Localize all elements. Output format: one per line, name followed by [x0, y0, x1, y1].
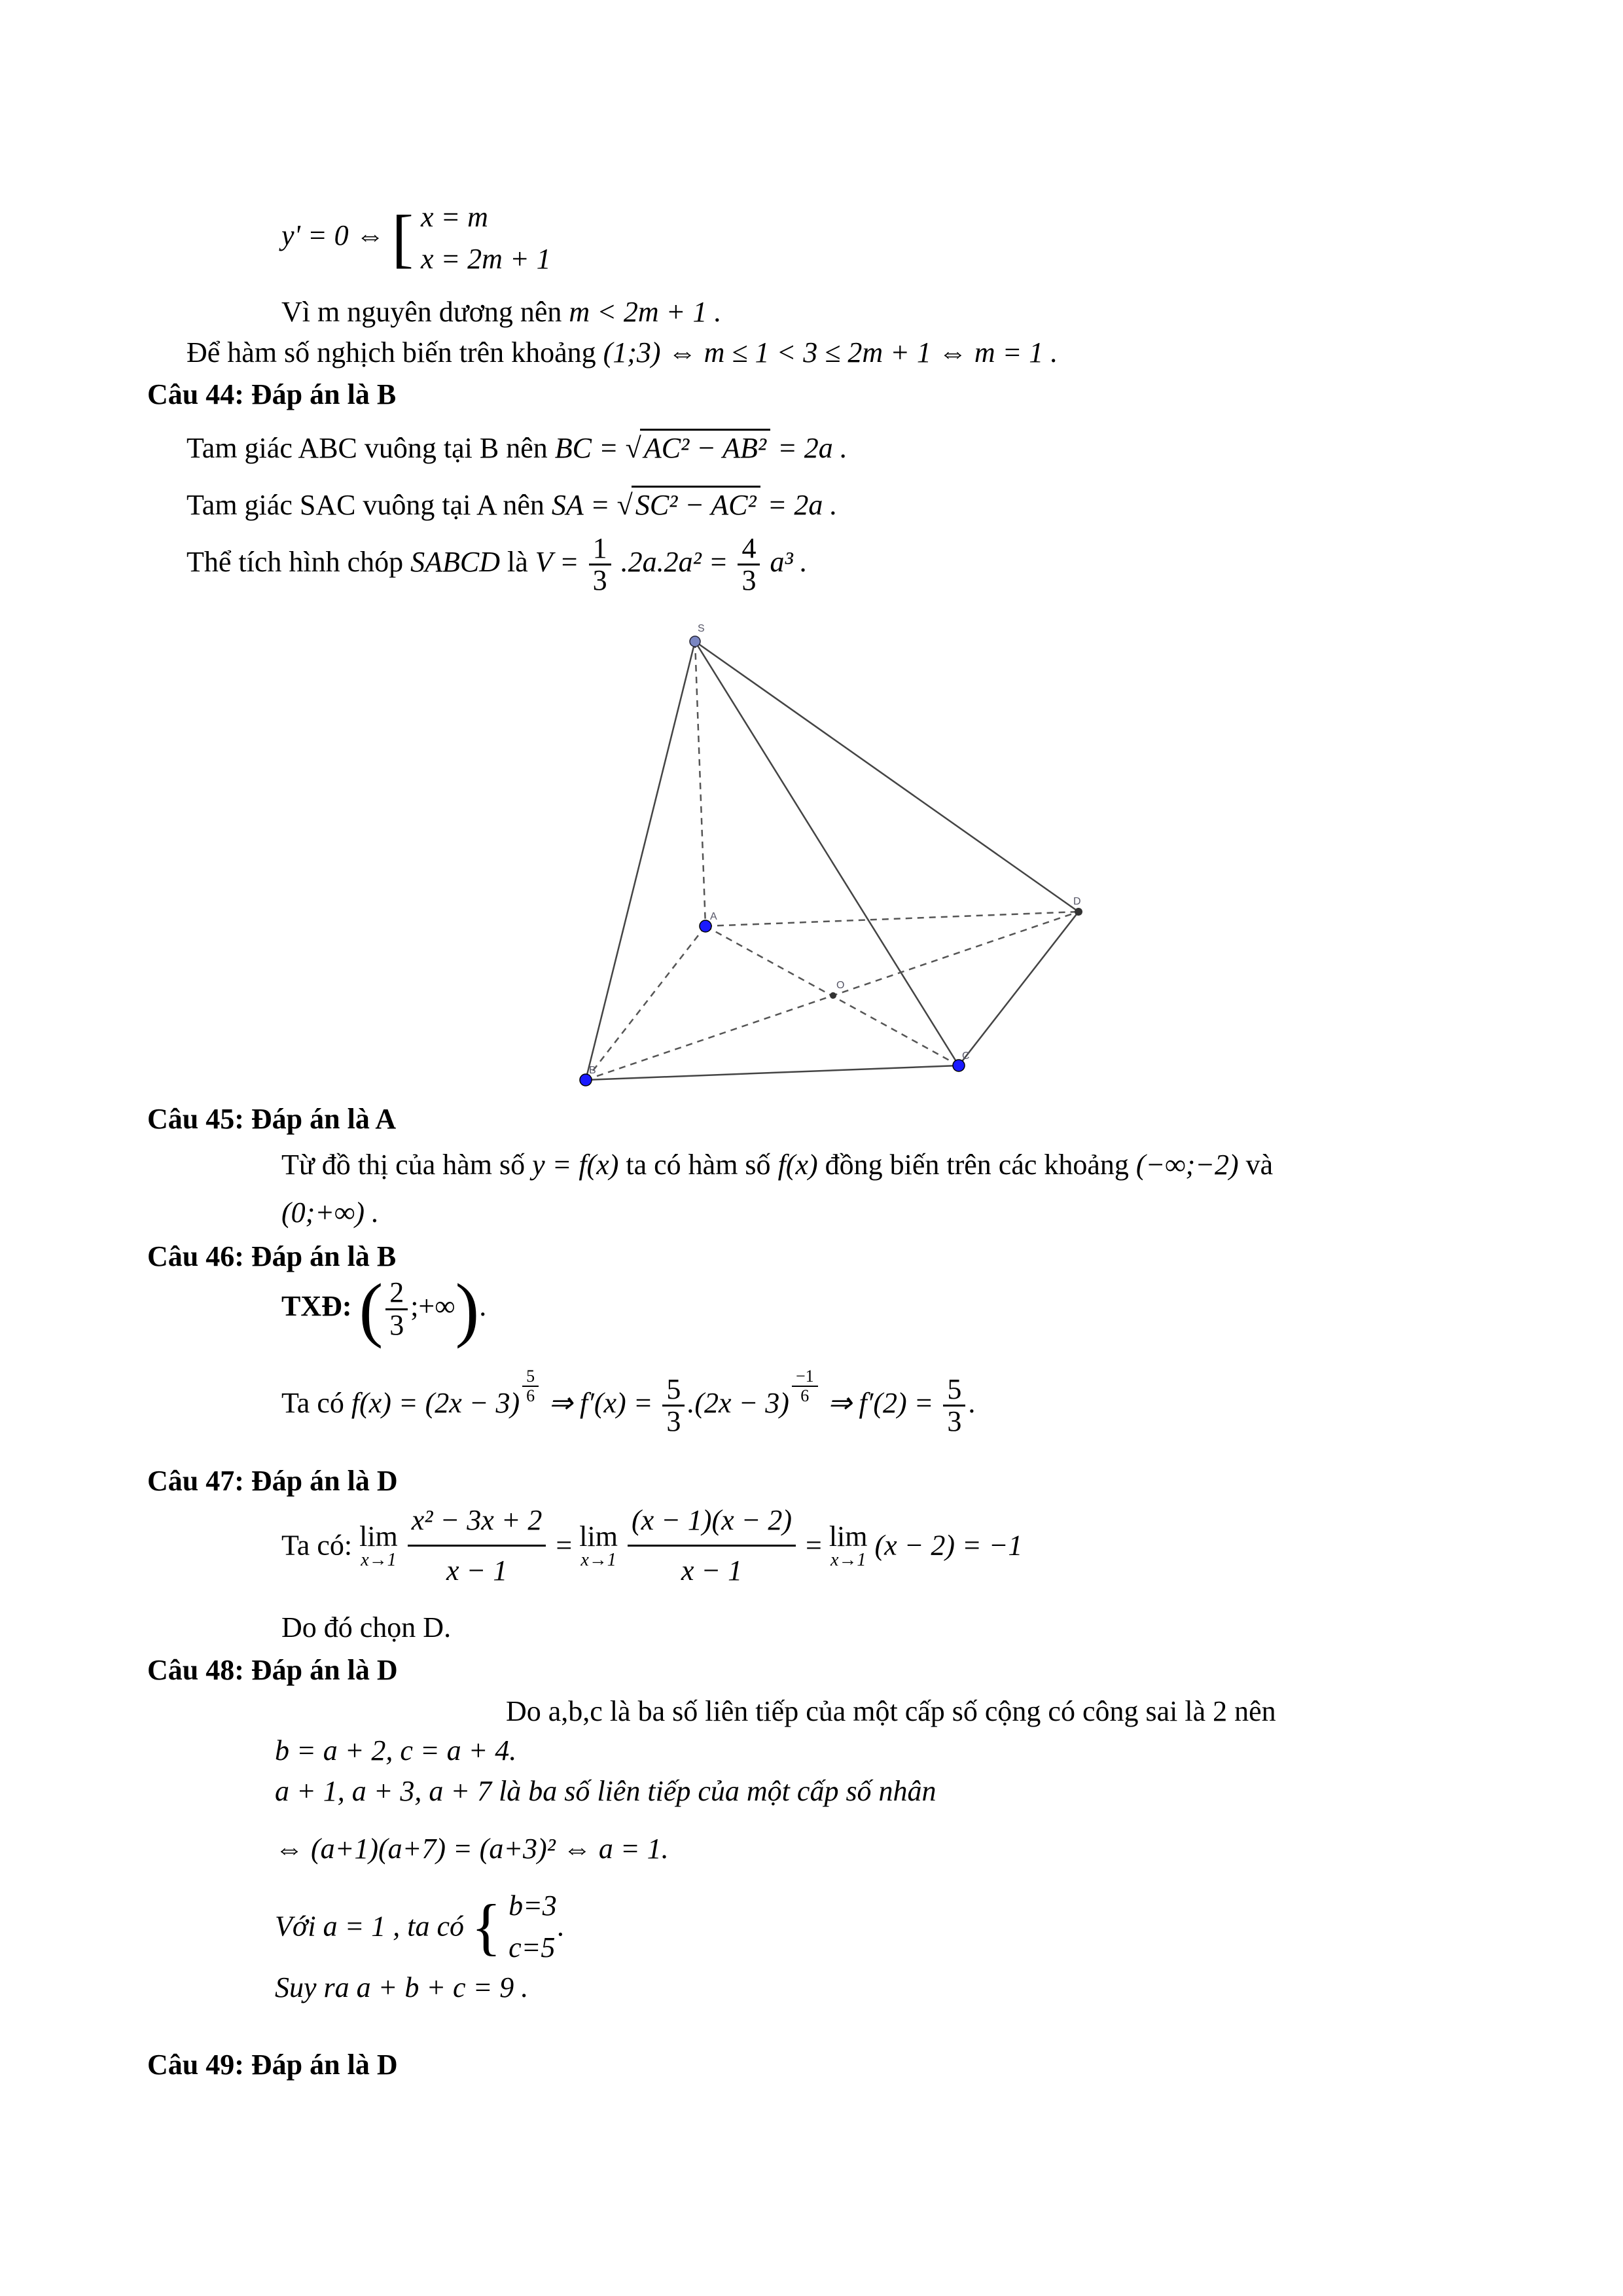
- q47-limit: Ta có: lim x→1 $\frac{\text{x² − 3x + 2}}{x - 1}$ = lim x→1 $\frac{(x - 1)(x - 2)}{x - 1}$ = lim x→1 (x − 2) = −1: [281, 1504, 1023, 1587]
- q44-line2-lhs: SA =: [551, 489, 610, 521]
- q44-line2-rhs: = 2a .: [767, 489, 838, 521]
- q48-heading: Câu 48: Đáp án là D: [147, 1654, 398, 1686]
- q45-line1: Từ đồ thị của hàm số y = f(x) ta có hàm số f(x) đồng biến trên các khoảng (−∞;−2) và: [281, 1149, 1274, 1181]
- edge-SB: [586, 641, 695, 1080]
- label-D: D: [1073, 896, 1081, 907]
- exp-neg1-6: $\frac{-1}{6}$: [792, 1367, 818, 1405]
- root-2: x = 2m + 1: [420, 242, 551, 275]
- edge-SC: [695, 641, 959, 1066]
- q44-line2-text: Tam giác SAC vuông tại A nên: [187, 489, 544, 521]
- q44-line1-radicand: AC² − AB²: [640, 429, 770, 465]
- edge-AD: [705, 912, 1079, 926]
- txd-label: TXĐ:: [281, 1290, 352, 1323]
- coef-5-3: $\frac{5}{3}$: [662, 1374, 685, 1437]
- q44-la: là: [507, 545, 528, 578]
- q44-line1: Tam giác ABC vuông tại B nên BC = √AC² − AB² = 2a .: [187, 429, 847, 465]
- result-5-3: $\frac{5}{3}$: [943, 1374, 965, 1437]
- q48-line4: ⇔ (a+1)(a+7) = (a+3)² ⇔ a = 1.: [275, 1833, 669, 1865]
- derivative-condition: y' = 0 ⇔: [281, 219, 385, 251]
- q44-line2: Tam giác SAC vuông tại A nên SA = √SC² − AC² = 2a .: [187, 486, 837, 522]
- label-A: A: [710, 911, 717, 922]
- edge-CD: [959, 912, 1079, 1066]
- label-C: C: [962, 1050, 970, 1062]
- q47-conclusion: Do đó chọn D.: [281, 1611, 452, 1643]
- q48-line3: a + 1, a + 3, a + 7 là ba số liên tiếp của một cấp số nhân: [275, 1775, 936, 1807]
- q44-vol-end: a³ .: [770, 545, 808, 578]
- bracket: [: [391, 201, 414, 274]
- edge-SA: [695, 641, 705, 926]
- q46-domain: TXĐ: ( $\frac{2}{3}$ ;+∞).: [281, 1269, 487, 1349]
- edge-SD: [695, 641, 1079, 912]
- edge-BC: [586, 1066, 959, 1080]
- q44-line1-rhs: = 2a .: [777, 432, 847, 464]
- decreasing-text: Để hàm số nghịch biến trên khoảng: [187, 336, 596, 368]
- q45-heading: Câu 45: Đáp án là A: [147, 1103, 397, 1135]
- q44-frac-2: $\frac{4}{3}$: [738, 533, 760, 596]
- decreasing-math: (1;3) ⇔ m ≤ 1 < 3 ≤ 2m + 1 ⇔ m = 1 .: [603, 336, 1058, 368]
- edge-AB: [586, 926, 705, 1080]
- exp-5-6: $\frac{5}{6}$: [522, 1367, 539, 1405]
- positive-int-math: m < 2m + 1 .: [569, 296, 722, 328]
- q48-line2: b = a + 2, c = a + 4.: [275, 1734, 517, 1767]
- limit-frac-2: $\frac{(x - 1)(x - 2)}{x - 1}$: [628, 1505, 796, 1586]
- point-S: [690, 636, 700, 647]
- q44-line1-text: Tam giác ABC vuông tại B nên: [187, 432, 548, 464]
- q47-heading: Câu 47: Đáp án là D: [147, 1465, 398, 1497]
- root-1: x = m: [420, 201, 488, 233]
- q46-heading: Câu 46: Đáp án là B: [147, 1240, 397, 1272]
- q44-heading: Câu 44: Đáp án là B: [147, 378, 397, 410]
- q44-frac-1: $\frac{1}{3}$: [589, 533, 611, 596]
- q44-line1-lhs: BC =: [554, 432, 618, 464]
- limit-frac-1: $\frac{\text{x² − 3x + 2}}{x - 1}$: [408, 1505, 546, 1586]
- q44-vol-mid: .2a.2a² =: [620, 545, 728, 578]
- q44-solid-name: SABCD: [410, 545, 501, 578]
- txd-frac: $\frac{2}{3}$: [385, 1278, 408, 1340]
- label-S: S: [698, 623, 705, 634]
- q44-line2-radicand: SC² − AC²: [632, 486, 760, 522]
- q49-heading: Câu 49: Đáp án là D: [147, 2049, 398, 2081]
- label-B: B: [589, 1065, 596, 1076]
- point-O: [830, 992, 836, 999]
- q48-line6: Suy ra a + b + c = 9 .: [275, 1971, 529, 2003]
- label-O: O: [836, 980, 845, 991]
- q44-volume-text: Thể tích hình chóp: [187, 545, 404, 578]
- q48-line5: Với a = 1 , ta có { b=3 c=5 .: [275, 1890, 564, 1964]
- q44-vol-lhs: V =: [535, 545, 579, 578]
- q48-line1: Do a,b,c là ba số liên tiếp của một cấp số cộng có công sai là 2 nên: [506, 1695, 1276, 1727]
- point-D: [1075, 908, 1082, 916]
- q45-line2: (0;+∞) .: [281, 1196, 380, 1229]
- q46-derivative: Ta có f(x) = (2x − 3) $\frac{5}{6}$ ⇒ f′(x) = $\frac{5}{3}$ .(2x − 3) $\frac{-1}{6}$ ⇒ f′(2) = $\frac{5}{3}$ .: [281, 1367, 976, 1438]
- positive-int-text: Vì m nguyên dương nên: [281, 296, 562, 328]
